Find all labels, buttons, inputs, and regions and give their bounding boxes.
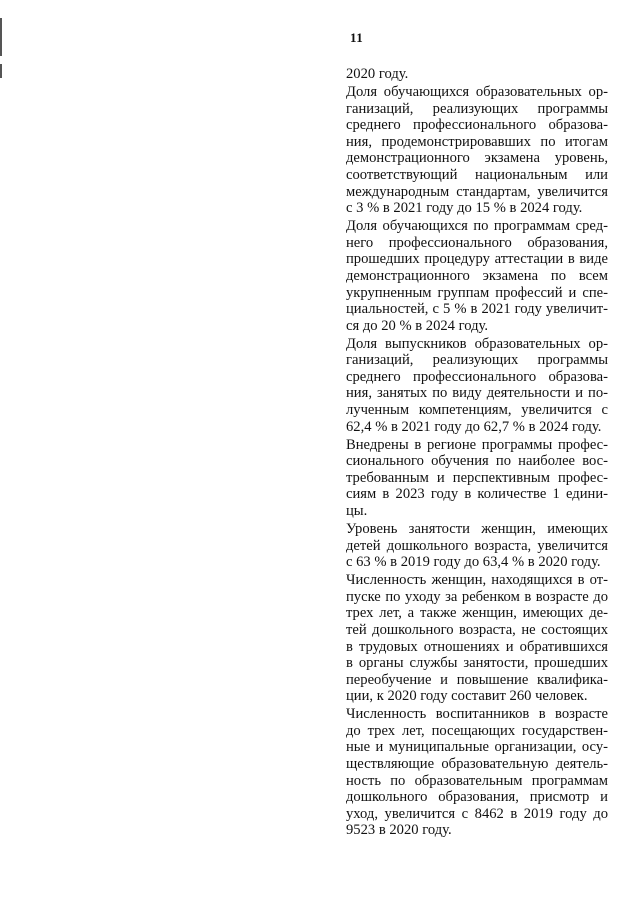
text-line: Уровень занятости женщин, имеющих <box>346 520 608 537</box>
text-line: в трудовых отношениях и обратившихся <box>346 638 608 655</box>
text-line: сиям в 2023 году в количестве 1 едини- <box>346 486 608 503</box>
paragraph <box>346 218 608 334</box>
paragraph <box>346 706 608 839</box>
text-line: детей дошкольного возраста, увеличится <box>346 537 608 554</box>
text-line: до трех лет, посещающих государствен- <box>346 722 608 739</box>
text-line: ния, занятых по виду деятельности и по- <box>346 385 608 402</box>
text-line: тей дошкольного возраста, не состоящих <box>346 621 608 638</box>
text-line: трех лет, а также женщин, имеющих де- <box>346 605 608 622</box>
text-line: 62,4 % в 2021 году до 62,7 % в 2024 году. <box>346 418 602 435</box>
text-line: него профессионального образования, <box>346 234 608 251</box>
text-line: Внедрены в регионе программы профес- <box>346 436 608 453</box>
text-line: Доля выпускников образовательных ор- <box>346 335 608 352</box>
text-line: дошкольного образования, присмотр и <box>346 789 608 806</box>
paragraph <box>346 521 608 571</box>
text-line: ния, продемонстрировавших по итогам <box>346 133 608 150</box>
text-column <box>346 66 608 840</box>
text-line: Доля обучающихся по программам сред- <box>346 218 608 235</box>
text-line: 2020 году. <box>346 66 409 82</box>
text-line: прошедших процедуру аттестации в виде <box>346 251 608 268</box>
text-line: соответствующий национальным или <box>346 166 608 183</box>
text-line: уход, увеличится с 8462 в 2019 году до <box>346 805 608 822</box>
text-line: сионального обучения по наиболее вос- <box>346 453 608 470</box>
page-number: 11 <box>350 30 364 45</box>
text-line: демонстрационного экзамена по всем <box>346 267 608 284</box>
paragraph <box>346 66 608 83</box>
text-line: ществляющие образовательную деятель- <box>346 756 608 773</box>
text-line: Численность воспитанников в возрасте <box>346 706 608 723</box>
text-line: с 63 % в 2019 году до 63,4 % в 2020 году. <box>346 554 601 571</box>
text-line: циальностей, с 5 % в 2021 году увеличит- <box>346 301 608 318</box>
text-line: ные и муниципальные организации, осу- <box>346 739 608 756</box>
paragraph <box>346 572 608 705</box>
text-line: цы. <box>346 503 368 519</box>
paragraph <box>346 84 608 217</box>
text-line: Численность женщин, находящихся в от- <box>346 572 608 589</box>
text-line: ганизаций, реализующих программы <box>346 352 608 369</box>
scan-edge-mark <box>0 64 2 78</box>
text-line: лученным компетенциям, увеличится с <box>346 402 608 419</box>
text-line: Доля обучающихся образовательных ор- <box>346 83 608 100</box>
text-line: ганизаций, реализующих программы <box>346 100 608 117</box>
text-line: среднего профессионального образова- <box>346 368 608 385</box>
text-line: ции, к 2020 году составит 260 человек. <box>346 688 588 705</box>
text-line: требованным и перспективным профес- <box>346 469 608 486</box>
paragraph <box>346 437 608 520</box>
scan-edge-mark <box>0 18 2 56</box>
text-line: 9523 в 2020 году. <box>346 822 452 839</box>
text-line: международным стандартам, увеличится <box>346 183 608 200</box>
text-line: пуске по уходу за ребенком в возрасте до <box>346 588 608 605</box>
paragraph <box>346 336 608 436</box>
text-line: ность по образовательным программам <box>346 772 608 789</box>
text-line: переобучение и повышение квалифика- <box>346 671 608 688</box>
text-line: укрупненным группам профессий и спе- <box>346 284 608 301</box>
text-line: ся до 20 % в 2024 году. <box>346 317 489 334</box>
text-line: демонстрационного экзамена уровень, <box>346 150 608 167</box>
text-line: в органы службы занятости, прошедших <box>346 655 608 672</box>
text-line: с 3 % в 2021 году до 15 % в 2024 году. <box>346 200 583 217</box>
text-line: среднего профессионального образова- <box>346 117 608 134</box>
